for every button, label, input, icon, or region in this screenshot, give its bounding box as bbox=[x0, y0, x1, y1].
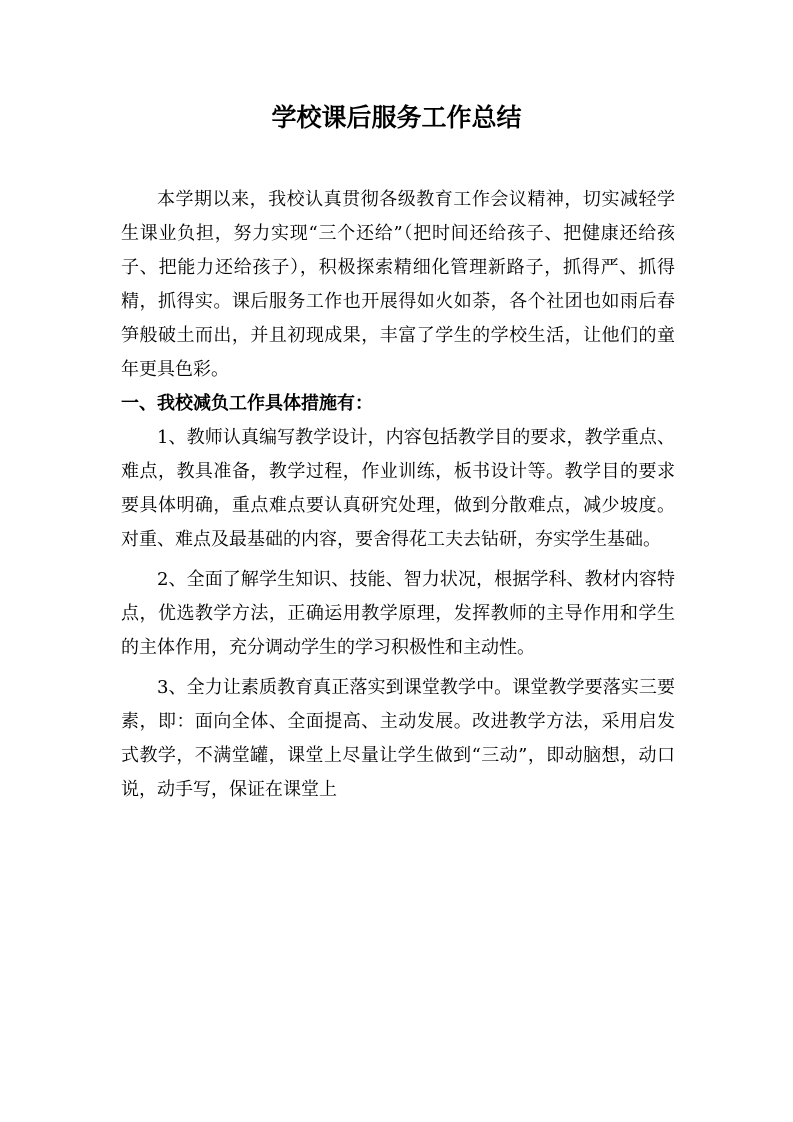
document-body bbox=[121, 183, 675, 807]
section-heading: 一、我校减负工作具体措施有： bbox=[121, 393, 373, 414]
measure-item-1: 1、教师认真编写教学设计，内容包括教学目的要求，教学重点、难点，教具准备，教学过程，作业训练，板书设计等。教学目的要求要具体明确，重点难点要认真研究处理，做到分散难点，减少坡度。对重、难点及最基础的内容，要舍得花工夫去钻研，夯实学生基础。 bbox=[121, 427, 675, 550]
measure-item-2: 2、全面了解学生知识、技能、智力状况，根据学科、教材内容特点，优选教学方法，正确运用教学原理，发挥教师的主导作用和学生的主体作用，充分调动学生的学习积极性和主动性。 bbox=[121, 569, 675, 658]
measure-item-3: 3、全力让素质教育真正落实到课堂教学中。课堂教学要落实三要素，即：面向全体、全面提高、主动发展。改进教学方法，采用启发式教学，不满堂罐，课堂上尽量让学生做到“三动”，即动脑想，动口说，动手写，保证在课堂上 bbox=[121, 677, 675, 800]
intro-paragraph: 本学期以来，我校认真贯彻各级教育工作会议精神，切实减轻学生课业负担，努力实现“三个还给”（把时间还给孩子、把健康还给孩子、把能力还给孩子），积极探索精细化管理新路子，抓得严、抓得精，抓得实。课后服务工作也开展得如火如荼，各个社团也如雨后春笋般破土而出，并且初现成果，丰富了学生的学校生活，让他们的童年更具色彩。 bbox=[121, 189, 675, 380]
document-title: 学校课后服务工作总结 bbox=[271, 103, 522, 132]
